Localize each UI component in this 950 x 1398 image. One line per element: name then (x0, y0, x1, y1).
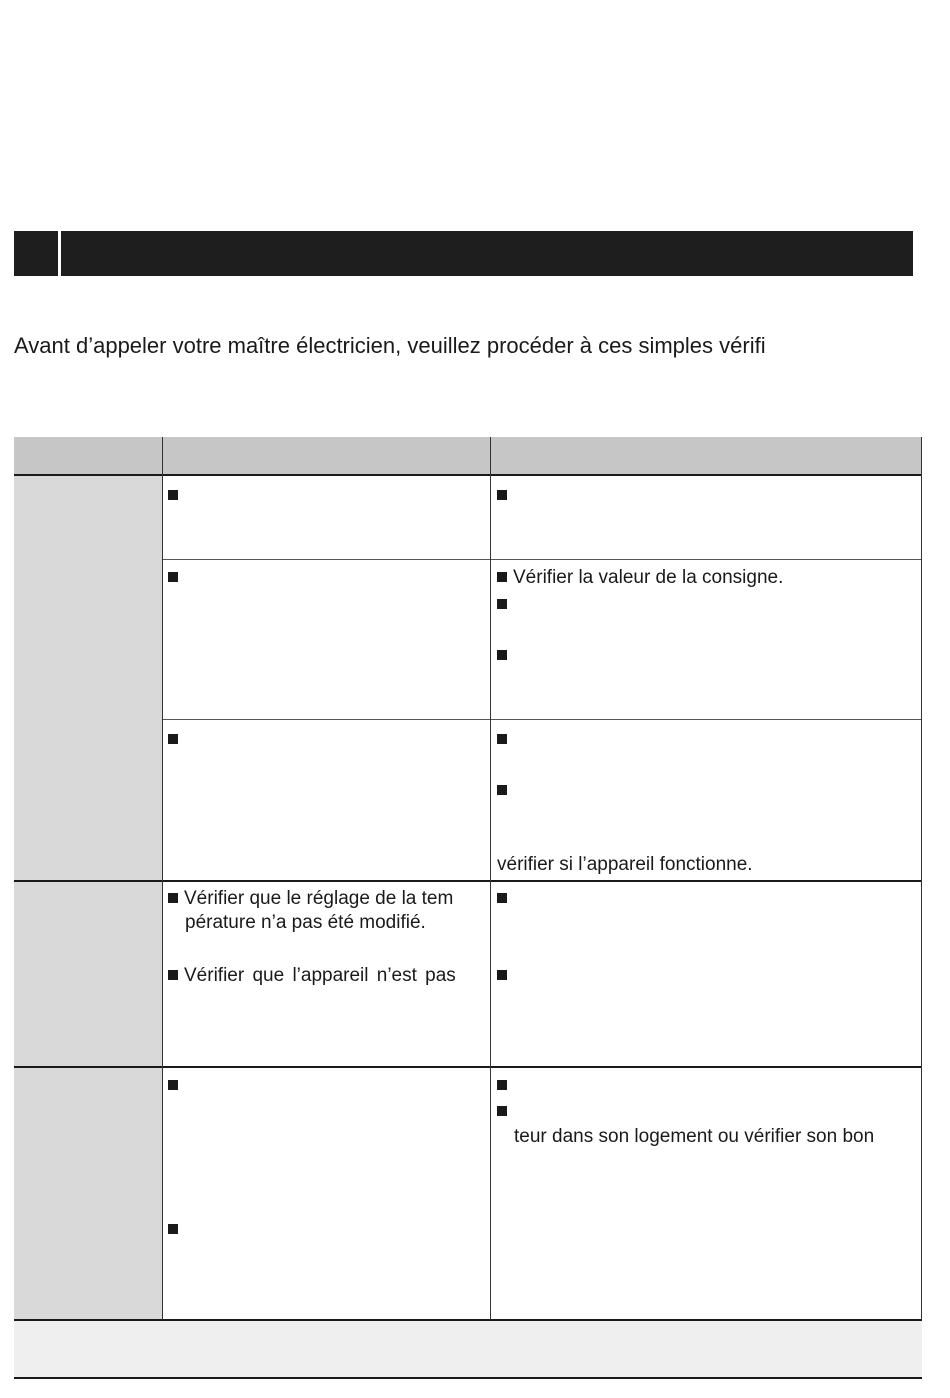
cause-text: Vérifier que l’appareil n’est pas (184, 965, 456, 986)
action-bullet (497, 887, 513, 911)
action-bullet (497, 566, 783, 590)
cause-text-continued: pérature n’a pas été modifié. (185, 912, 426, 933)
action-bullet (497, 484, 513, 508)
column-divider-1 (162, 437, 163, 1320)
cause-text: Vérifier que le réglage de la tem (184, 888, 454, 909)
cause-bullet (168, 964, 456, 988)
table-header-row (14, 437, 922, 474)
action-text: vérifier si l’appareil fonctionne. (497, 854, 753, 875)
group3-bottom-rule (14, 1319, 922, 1321)
action-text-continued: teur dans son logement ou vérifier son bon (514, 1126, 875, 1147)
intro-text: Avant d’appeler votre maître électricien, veuillez procéder à ces simples vérifi (14, 333, 766, 358)
cause-bullet (168, 484, 184, 508)
symptom-cell-2 (14, 881, 162, 1066)
section-number-box (14, 231, 58, 276)
table-bottom-rule (14, 1377, 922, 1379)
action-bullet (497, 779, 513, 803)
cause-bullet (168, 566, 184, 590)
sub-rule-2 (162, 719, 922, 720)
action-bullet (497, 1074, 513, 1098)
action-bullet (497, 644, 513, 668)
action-bullet (497, 728, 513, 752)
cause-bullet (168, 887, 453, 911)
action-text: Vérifier la valeur de la consigne. (513, 567, 784, 588)
sub-rule-1 (162, 559, 922, 560)
symptom-cell-3 (14, 1067, 162, 1319)
group2-bottom-rule (14, 1066, 922, 1068)
table-footer-row (14, 1320, 922, 1377)
action-bullet (497, 964, 513, 988)
column-divider-2 (490, 437, 491, 1320)
group1-bottom-rule (14, 880, 922, 882)
cause-bullet (168, 1074, 184, 1098)
action-bullet (497, 1100, 513, 1124)
section-title-bar (61, 231, 913, 276)
cause-bullet (168, 1218, 184, 1242)
cause-bullet (168, 728, 184, 752)
action-bullet (497, 593, 513, 617)
table-right-edge (921, 437, 922, 1320)
symptom-cell-1 (14, 475, 162, 880)
header-bottom-rule (14, 474, 922, 476)
